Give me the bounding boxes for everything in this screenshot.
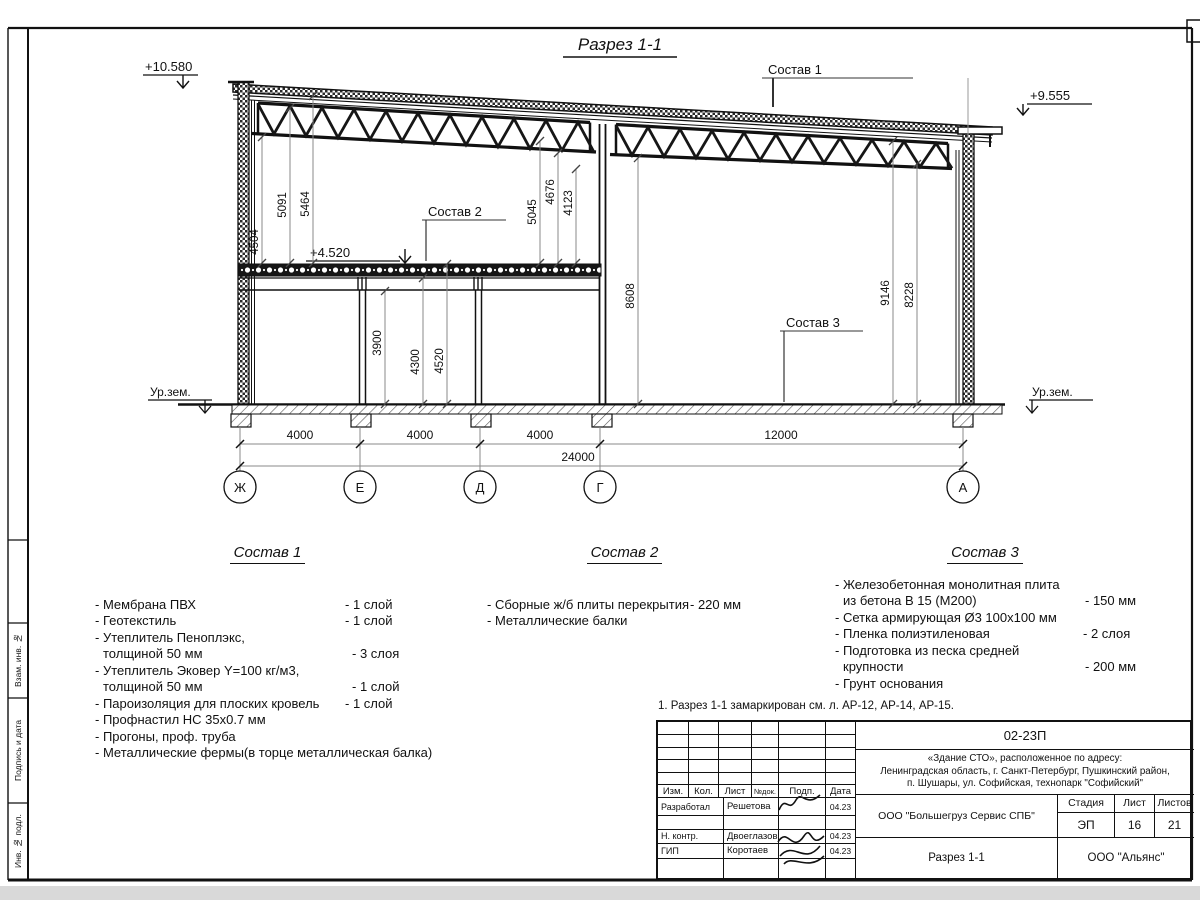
tb-role-1: Разработал [661,801,710,812]
dim-bay1: 4000 [286,428,314,442]
sostav1-title: Состав 1 [230,545,306,564]
elev-right: +9.555 [1030,88,1071,103]
tb-date-3: 04.23 [829,845,852,856]
tb-object: «Здание СТО», расположенное по адресу: Ленинградская область, г. Санкт-Петербург, Пушкинский район, п. Шушары, ул. Софийская, технопарк "Софийский" [880,753,1170,789]
axis-bubbles [224,471,979,503]
tb-col-kol: Кол. [694,785,713,797]
sostav2-block [487,545,762,630]
tb-org: ООО "Альянс" [1087,851,1165,864]
horizontal-dimensions [236,427,967,471]
building-section [178,82,1005,427]
dim-8228: 8228 [904,282,916,308]
tb-stage-value: ЭП [1077,818,1095,832]
tb-sheets-label: Листов [1157,797,1192,809]
signature [776,790,824,816]
left-wall [238,82,249,410]
dim-5464: 5464 [300,191,312,217]
tb-name-3: Коротаев [727,845,769,856]
tb-col-ndok: №док. [754,786,776,796]
section-title: Разрез 1-1 [577,35,663,54]
tb-col-list: Лист [724,785,746,797]
ground-label-left: Ур.зем. [150,385,191,399]
sostav3-title: Состав 3 [947,545,1023,564]
callout-sostav2: Состав 2 [428,204,482,219]
tb-col-data: Дата [829,785,852,797]
title-block [656,720,1192,880]
axis-a: А [958,480,968,495]
frame-label-inv: Инв. № подл. [13,814,23,869]
axis-e: Е [355,480,365,495]
dim-4504: 4504 [249,229,261,255]
note-text: 1. Разрез 1-1 замаркирован см. л. АР-12, АР-14, АР-15. [658,700,954,712]
dim-bay4: 12000 [764,428,798,442]
floor-slab [239,264,601,290]
tb-col-podp: Подп. [789,785,815,797]
sheet-edge-shadow [0,886,1200,900]
corner-box [1187,20,1200,42]
tb-role-3: ГИП [661,845,679,856]
sostav3-items: - Железобетонная монолитная плита из бетона В 15 (М200) - 150 мм - Сетка армирующая Ø3 100х100 мм - Пленка полиэтиленовая - 2 слоя - Подготовка из песка средней крупности - 200 мм - Грунт основания [835,576,1137,691]
sostav2-title: Состав 2 [587,545,663,564]
sostav1-items: - Мембрана ПВХ - 1 слой - Геотекстиль - 1 слой - Утеплитель Пеноплэкс, толщиной 50 мм - 3 слоя - Утеплитель Эковер Y=100 кг/м3, толщиной 50 мм - 1 слой - Пароизоляция для плоских кровель - 1 слой - Профнастил НС 35х0.7 мм - Прогоны, проф. труба - Металлические фермы(в торце металлическая балка) [95,596,433,760]
roof-truss-right [610,125,952,169]
frame-label-podpis: Подпись и дата [13,719,23,782]
right-wall [963,134,974,410]
axis-d: Д [475,480,485,495]
tb-col-izm: Изм. [662,785,684,797]
elev-left: +10.580 [145,59,193,74]
dim-8608: 8608 [625,283,637,309]
dim-5045: 5045 [527,199,539,225]
tb-sheet-value: 16 [1127,818,1142,832]
sostav1-block [95,545,440,762]
tb-name-1: Решетова [727,801,771,812]
tb-sheets-value: 21 [1167,818,1182,832]
tb-role-2: Н. контр. [661,831,699,841]
dim-4520: 4520 [434,348,446,374]
ground-slab [232,405,1002,414]
tb-date-1: 04.23 [829,801,852,812]
tb-name-2: Двоеглазов [727,830,778,842]
foundations [231,414,973,427]
sostav2-items: - Сборные ж/б плиты перекрытия - 220 мм - Металлические балки [487,596,742,628]
callout-sostav1: Состав 1 [768,62,822,77]
dim-4123: 4123 [563,190,575,216]
frame-label-vzam: Взам. инв. № [13,633,23,688]
dim-4300: 4300 [410,349,422,375]
dim-bay3: 4000 [526,428,554,442]
callout-sostav3: Состав 3 [786,315,840,330]
axis-g: Г [596,480,604,495]
dim-9146: 9146 [880,280,892,306]
right-edge-beam [958,127,1002,134]
elev-floor: +4.520 [310,245,351,260]
sostav3-block [835,545,1135,692]
tb-stage-label: Стадия [1068,797,1104,809]
axis-zh: Ж [233,480,247,495]
dim-4676: 4676 [545,179,557,205]
tb-drawing-name: Разрез 1-1 [928,851,985,864]
tb-sheet-label: Лист [1123,797,1146,809]
dim-bay2: 4000 [406,428,434,442]
dim-3900: 3900 [372,330,384,356]
dim-total: 24000 [561,450,595,464]
signature [772,824,828,876]
ground-label-right: Ур.зем. [1032,385,1073,399]
tb-company: ООО "Большегруз Сервис СПБ" [878,809,1035,822]
tb-date-2: 04.23 [829,831,852,841]
dim-5091: 5091 [277,192,289,218]
tb-doc-number: 02-23П [1003,728,1047,743]
